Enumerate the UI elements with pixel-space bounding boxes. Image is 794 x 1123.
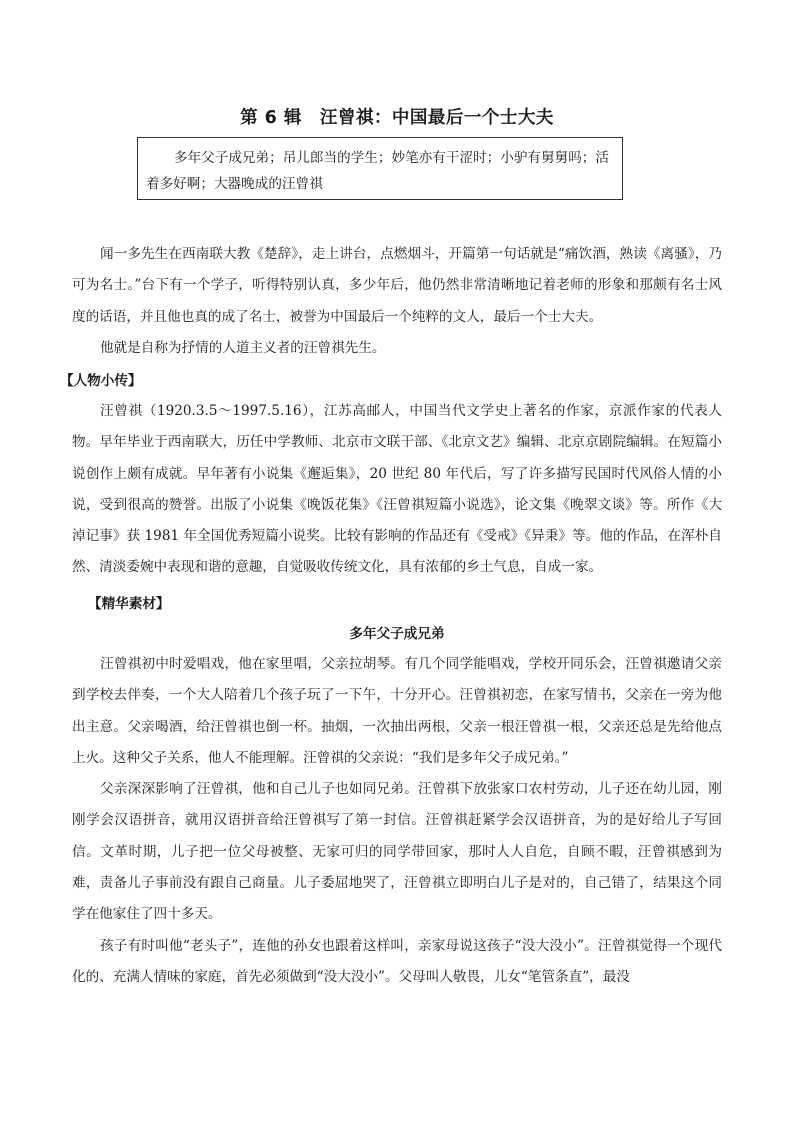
- bio-section: [72, 396, 722, 584]
- intro-section: [72, 239, 722, 364]
- story-section: [72, 649, 722, 993]
- summary-text: 多年父子成兄弟；吊儿郎当的学生；妙笔亦有干涩时；小驴有舅舅吗；活着多好啊；大器晚成的汪曾祺: [146, 150, 609, 192]
- bio-paragraph: 汪曾祺（1920.3.5～1997.5.16），江苏高邮人，中国当代文学史上著名的作家，京派作家的代表人物。早年毕业于西南联大，历任中学教师、北京市文联干部、《北京文艺》编辑、北京京剧院编辑。在短篇小说创作上颇有成就。早年著有小说集《邂逅集》，20 世纪 80 年代后，写了许多描写民国时代风俗人情的小说，受到很高的赞誉。出版了小说集《晚饭花集》《汪曾祺短篇小说选》，论文集《晚翠文谈》等。所作《大淖记事》获 1981 年全国优秀短篇小说奖。比较有影响的作品还有《受戒》《异秉》等。他的作品，在浑朴自然、清淡委婉中表现和谐的意趣，自觉吸收传统文化，具有浓郁的乡土气息，自成一家。: [72, 403, 722, 576]
- intro-paragraph-2: 他就是自称为抒情的人道主义者的汪曾祺先生。: [100, 339, 386, 356]
- chapter-title: 第 6 辑 汪曾祺：中国最后一个士大夫: [240, 108, 554, 128]
- essence-heading: 【精华素材】: [88, 596, 170, 612]
- story-paragraph-3: 孩子有时叫他“老头子”，连他的孙女也跟着这样叫，亲家母说这孩子“没大没小”。汪曾祺觉得一个现代化的、充满人情味的家庭，首先必须做到“没大没小”。父母叫人敬畏，儿女“笔管条直”，最没: [72, 937, 722, 985]
- summary-box: [137, 137, 623, 200]
- story-paragraph-2: 父亲深深影响了汪曾祺，他和自己儿子也如同兄弟。汪曾祺下放张家口农村劳动，儿子还在幼儿园，刚刚学会汉语拼音，就用汉语拼音给汪曾祺写了第一封信。汪曾祺赶紧学会汉语拼音，为的是好给儿子写回信。文革时期，儿子把一位父母被整、无家可归的同学带回家，那时人人自危，自顾不暇，汪曾祺感到为难，责备儿子事前没有跟自己商量。儿子委屈地哭了，汪曾祺立即明白儿子是对的，自己错了，结果这个同学在他家住了四十多天。: [72, 781, 722, 923]
- story-title: 多年父子成兄弟: [349, 626, 445, 642]
- intro-paragraph-1: 闻一多先生在西南联大教《楚辞》，走上讲台，点燃烟斗，开篇第一句话就是“痛饮酒，熟读《离骚》，乃可为名士。”台下有一个学子，听得特别认真，多少年后，他仍然非常清晰地记着老师的形象和那颇有名士风度的话语，并且他也真的成了名士，被誉为中国最后一个纯粹的文人，最后一个士大夫。: [72, 246, 722, 325]
- story-paragraph-1: 汪曾祺初中时爱唱戏，他在家里唱，父亲拉胡琴。有几个同学能唱戏，学校开同乐会，汪曾祺邀请父亲到学校去伴奏，一个大人陪着几个孩子玩了一下午，十分开心。汪曾祺初恋，在家写情书，父亲在一旁为他出主意。父亲喝酒，给汪曾祺也倒一杯。抽烟，一次抽出两根，父亲一根汪曾祺一根，父亲还总是先给他点上火。这种父子关系，他人不能理解。汪曾祺的父亲说：“我们是多年父子成兄弟。”: [72, 656, 722, 766]
- bio-heading: 【人物小传】: [60, 373, 142, 389]
